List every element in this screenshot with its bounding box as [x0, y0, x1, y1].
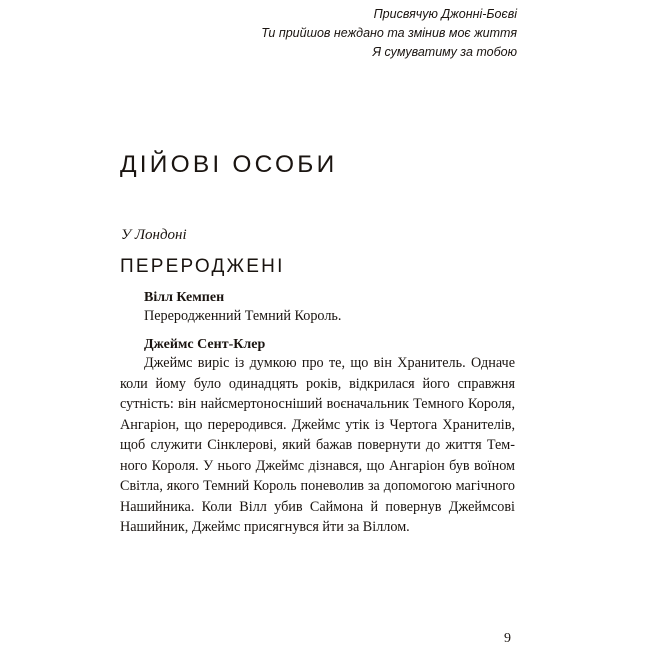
- dedication-line: Ти прийшов неждано та змінив моє життя: [261, 26, 517, 40]
- description-line: щоб служити Сінклерові, який бажав повернути до життя Тем-: [120, 437, 515, 453]
- section-title: ПЕРЕРОДЖЕНІ: [120, 256, 285, 277]
- description-line: Джеймс виріс із думкою про те, що він Хранитель. Одначе: [144, 355, 515, 371]
- character-description-james: [120, 353, 515, 538]
- dedication-line: Присвячую Джонні-Боєві: [373, 7, 517, 21]
- description-line: Світла, якого Темний Король поневолив за допомогою магічного: [120, 478, 515, 494]
- character-name-will: Вілл Кемпен: [144, 290, 225, 305]
- dedication: [261, 5, 517, 62]
- page-number: 9: [504, 631, 511, 646]
- chapter-title: ДІЙОВІ ОСОБИ: [120, 151, 338, 178]
- description-line: Нашийника. Коли Вілл убив Саймона й повернув Джеймсові: [120, 498, 515, 515]
- description-line: Ангаріон, що переродився. Джеймс утік із Чертога Хранителів,: [120, 416, 515, 433]
- character-description-will: Переродженний Темний Король.: [144, 308, 342, 324]
- character-name-james: Джеймс Сент-Клер: [144, 337, 266, 352]
- description-line: сутність: він найсмертоносніший воєначальник Темного Короля,: [120, 396, 515, 412]
- description-line: коли йому було одинадцять років, відкрилася його справжня: [120, 375, 515, 392]
- description-line: ного Короля. У нього Джеймс дізнався, що Ангаріон був воїном: [120, 457, 515, 474]
- location-heading: У Лондоні: [121, 227, 187, 243]
- dedication-line: Я сумуватиму за тобою: [372, 45, 517, 59]
- description-line: Нашийник, Джеймс присягнувся йти за Віллом.: [120, 519, 410, 535]
